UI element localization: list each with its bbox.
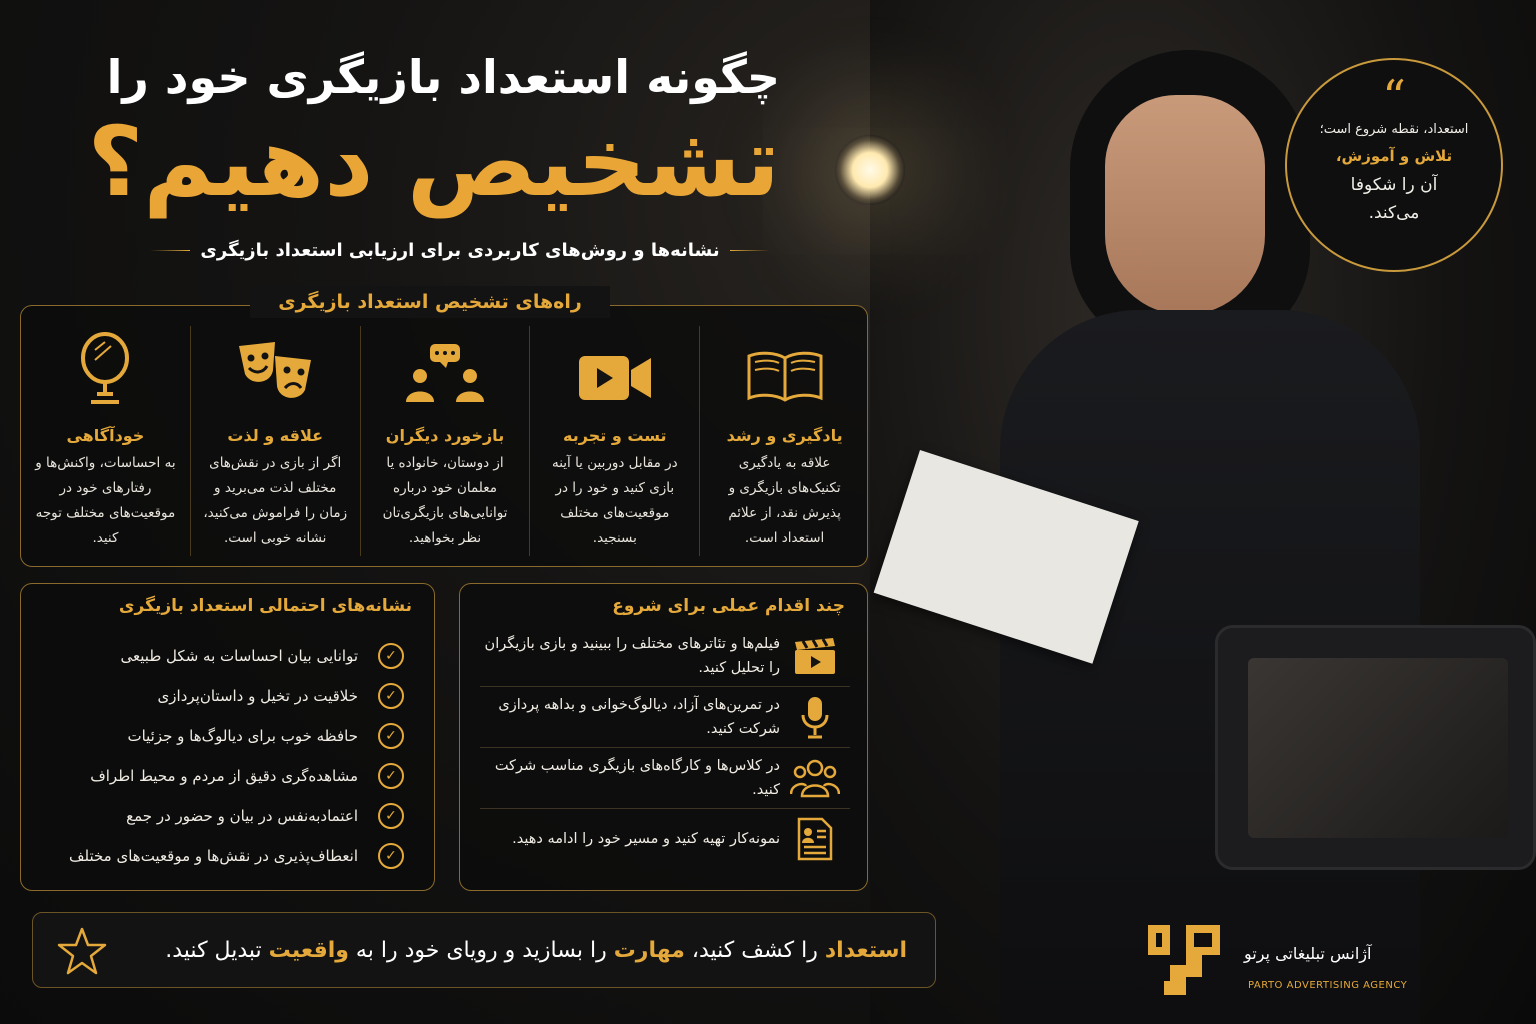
step-text: در کلاس‌ها و کارگاه‌های بازیگری مناسب شرکت کنید. [494, 758, 780, 798]
check-icon: ✓ [378, 843, 404, 869]
way-heading: تست و تجربه [563, 426, 667, 445]
way-item [530, 326, 700, 556]
check-icon: ✓ [378, 643, 404, 669]
sign-text: خلاقیت در تخیل و داستان‌پردازی [157, 687, 358, 705]
sign-text: اعتمادبه‌نفس در بیان و حضور در جمع [126, 807, 358, 825]
check-icon: ✓ [378, 683, 404, 709]
footer-word-1: استعداد [824, 938, 907, 963]
footer-part-2: را بسازید و رویای خود را به [348, 938, 614, 963]
ways-panel [20, 305, 868, 567]
check-icon: ✓ [378, 803, 404, 829]
way-item [700, 326, 869, 556]
step-text: نمونه‌کار تهیه کنید و مسیر خود را ادامه دهید. [512, 831, 780, 847]
book-icon [710, 326, 859, 404]
footer-part-3: تبدیل کنید. [165, 938, 269, 963]
way-text: اگر از بازی در نقش‌های مختلف لذت می‌برید و زمان را فراموش می‌کنید، نشانه خوبی است. [203, 455, 348, 546]
quote-line-1: استعداد، نقطه شروع است؛ [1319, 122, 1469, 137]
quote-mark-icon: “ [1382, 70, 1406, 124]
portfolio-document-icon [780, 809, 850, 869]
microphone-icon [780, 687, 850, 747]
way-item [191, 326, 361, 556]
way-text: علاقه به یادگیری تکنیک‌های بازیگری و پذیرش نقد، از علائم استعداد است. [728, 455, 841, 546]
theater-masks-icon [201, 326, 350, 404]
way-heading: یادگیری و رشد [726, 426, 843, 445]
step-text: در تمرین‌های آزاد، دیالوگ‌خوانی و بداهه پردازی شرکت کنید. [498, 697, 780, 737]
footer-word-3: واقعیت [268, 938, 349, 963]
group-icon [780, 748, 850, 808]
check-icon: ✓ [378, 763, 404, 789]
parto-logo [1140, 915, 1230, 1005]
subtitle-text: نشانه‌ها و روش‌های کاربردی برای ارزیابی استعداد بازیگری [200, 239, 720, 261]
list-item [480, 748, 850, 809]
footer-text [165, 913, 907, 989]
list-item [480, 626, 850, 687]
sign-text: مشاهده‌گری دقیق از مردم و محیط اطراف [90, 767, 358, 785]
list-item [21, 676, 436, 716]
check-icon: ✓ [378, 723, 404, 749]
sign-text: توانایی بیان احساسات به شکل طبیعی [120, 647, 358, 665]
signs-title: نشانه‌های احتمالی استعداد بازیگری [118, 596, 412, 616]
footer-part-1: را کشف کنید، [684, 938, 825, 963]
subtitle [140, 235, 780, 265]
list-item [21, 796, 436, 836]
way-text: در مقابل دوربین یا آینه بازی کنید و خود را در موقعیت‌های مختلف بسنجید. [551, 455, 678, 546]
way-text: از دوستان، خانواده یا معلمان خود درباره توانایی‌های بازیگری‌تان نظر بخواهید. [382, 455, 508, 546]
step-text: فیلم‌ها و تئاترهای مختلف را ببینید و بازی بازیگران را تحلیل کنید. [484, 636, 780, 676]
people-feedback-icon [371, 326, 520, 404]
steps-panel [459, 583, 868, 891]
list-item [480, 687, 850, 748]
agency-name: آژانس تبلیغاتی پرتو [1244, 944, 1372, 963]
studio-light [835, 135, 905, 205]
clapperboard-icon [780, 626, 850, 686]
list-item [21, 836, 436, 876]
steps-title: چند اقدام عملی برای شروع [612, 596, 845, 616]
way-item [21, 326, 191, 556]
camera-monitor [1215, 625, 1536, 870]
quote-line-4: می‌کند. [1368, 203, 1420, 223]
ways-title: راه‌های تشخیص استعداد بازیگری [250, 286, 610, 318]
list-item [21, 636, 436, 676]
page-title-line-1: چگونه استعداد بازیگری خود را [106, 50, 780, 104]
sign-text: انعطاف‌پذیری در نقش‌ها و موقعیت‌های مختلف [68, 847, 358, 865]
footer-banner [32, 912, 936, 988]
way-heading: خودآگاهی [66, 426, 145, 445]
sign-text: حافظه خوب برای دیالوگ‌ها و جزئیات [127, 727, 358, 745]
mirror-icon [31, 326, 180, 404]
signs-panel [20, 583, 435, 891]
agency-name-en: PARTO ADVERTISING AGENCY [1248, 980, 1408, 991]
way-item [361, 326, 531, 556]
list-item [21, 756, 436, 796]
quote-line-3: آن را شکوفا [1350, 175, 1438, 195]
star-icon [57, 927, 107, 979]
way-heading: علاقه و لذت [227, 426, 324, 445]
video-camera-icon [540, 326, 689, 404]
way-heading: بازخورد دیگران [385, 426, 505, 445]
list-item [480, 809, 850, 869]
page-title-line-2: تشخیص دهیم؟ [87, 106, 780, 218]
list-item [21, 716, 436, 756]
way-text: به احساسات، واکنش‌ها و رفتارهای خود در موقعیت‌های مختلف توجه کنید. [35, 455, 176, 546]
quote-line-2: تلاش و آموزش، [1335, 147, 1453, 165]
quote-circle [1285, 58, 1503, 272]
footer-word-2: مهارت [613, 938, 685, 963]
